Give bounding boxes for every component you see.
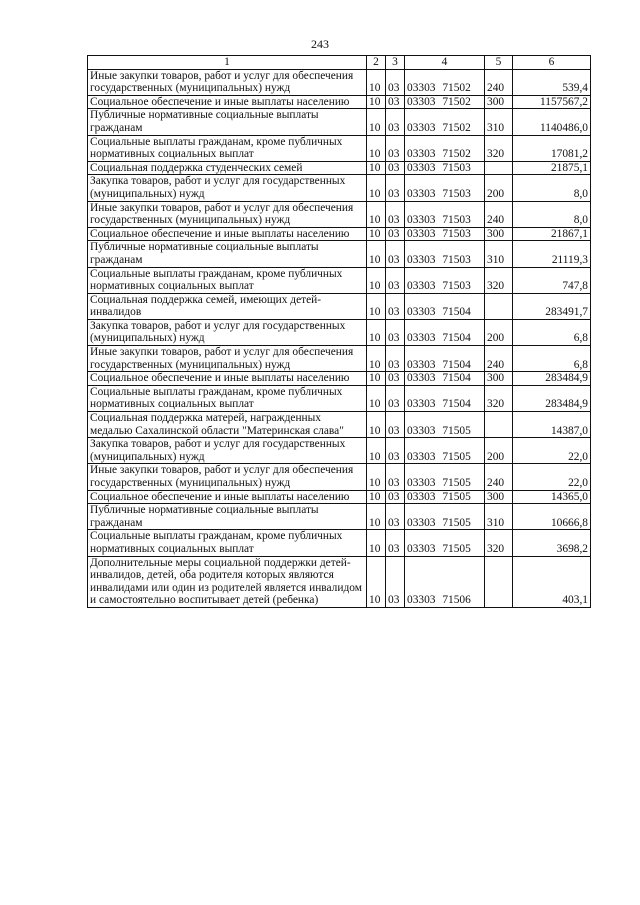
expense-type-code: 320 (485, 267, 513, 293)
expense-type-code: 200 (485, 438, 513, 464)
subsection-code: 03 (386, 464, 405, 490)
target-article-code: 03303 71503 (405, 267, 485, 293)
expense-type-code: 200 (485, 175, 513, 201)
expense-type-code (485, 293, 513, 319)
subsection-code: 03 (386, 135, 405, 161)
subsection-code: 03 (386, 490, 405, 504)
table-row (88, 241, 591, 267)
item-name: Социальное обеспечение и иные выплаты населению (88, 490, 367, 504)
target-article-code: 03303 71504 (405, 346, 485, 372)
section-code: 10 (367, 438, 386, 464)
target-article-code: 03303 71504 (405, 385, 485, 411)
subsection-code: 03 (386, 556, 405, 607)
subsection-code: 03 (386, 161, 405, 175)
target-article-code: 03303 71502 (405, 109, 485, 135)
subsection-code: 03 (386, 372, 405, 386)
item-name: Публичные нормативные социальные выплаты гражданам (88, 504, 367, 530)
item-name: Социальная поддержка семей, имеющих детей-инвалидов (88, 293, 367, 319)
item-name: Социальные выплаты гражданам, кроме публичных нормативных социальных выплат (88, 267, 367, 293)
amount: 283484,9 (513, 385, 591, 411)
subsection-code: 03 (386, 346, 405, 372)
section-code: 10 (367, 530, 386, 556)
section-code: 10 (367, 412, 386, 438)
item-name: Социальное обеспечение и иные выплаты населению (88, 372, 367, 386)
table-row (88, 372, 591, 386)
amount: 1157567,2 (513, 95, 591, 109)
table-row (88, 490, 591, 504)
target-article-code: 03303 71502 (405, 95, 485, 109)
item-name: Иные закупки товаров, работ и услуг для обеспечения государственных (муниципальных) нужд (88, 201, 367, 227)
table-row (88, 504, 591, 530)
section-code: 10 (367, 267, 386, 293)
section-code: 10 (367, 346, 386, 372)
subsection-code: 03 (386, 504, 405, 530)
target-article-code: 03303 71504 (405, 293, 485, 319)
target-article-code: 03303 71504 (405, 319, 485, 345)
section-code: 10 (367, 69, 386, 95)
section-code: 10 (367, 490, 386, 504)
table-row (88, 69, 591, 95)
section-code: 10 (367, 385, 386, 411)
section-code: 10 (367, 241, 386, 267)
subsection-code: 03 (386, 241, 405, 267)
item-name: Дополнительные меры социальной поддержки детей-инвалидов, детей, оба родителя которых являются инвалидами или один из родителей является инвалидом и самостоятельно воспитывает детей (ребенка) (88, 556, 367, 607)
table-row (88, 293, 591, 319)
section-code: 10 (367, 201, 386, 227)
amount: 3698,2 (513, 530, 591, 556)
section-code: 10 (367, 175, 386, 201)
table-row (88, 556, 591, 607)
expense-type-code: 300 (485, 372, 513, 386)
subsection-code: 03 (386, 175, 405, 201)
table-row (88, 95, 591, 109)
table-row (88, 319, 591, 345)
item-name: Закупка товаров, работ и услуг для государственных (муниципальных) нужд (88, 319, 367, 345)
subsection-code: 03 (386, 530, 405, 556)
item-name: Социальные выплаты гражданам, кроме публичных нормативных социальных выплат (88, 135, 367, 161)
amount: 8,0 (513, 201, 591, 227)
section-code: 10 (367, 504, 386, 530)
expense-type-code (485, 412, 513, 438)
item-name: Иные закупки товаров, работ и услуг для обеспечения государственных (муниципальных) нужд (88, 346, 367, 372)
section-code: 10 (367, 372, 386, 386)
amount: 22,0 (513, 464, 591, 490)
column-header-5: 5 (485, 56, 513, 70)
target-article-code: 03303 71502 (405, 135, 485, 161)
item-name: Закупка товаров, работ и услуг для государственных (муниципальных) нужд (88, 175, 367, 201)
expense-type-code (485, 556, 513, 607)
budget-table (87, 55, 591, 608)
amount: 21119,3 (513, 241, 591, 267)
item-name: Социальная поддержка матерей, награжденных медалью Сахалинской области "Материнская слава" (88, 412, 367, 438)
amount: 17081,2 (513, 135, 591, 161)
subsection-code: 03 (386, 109, 405, 135)
table-row (88, 346, 591, 372)
column-header-4: 4 (405, 56, 485, 70)
expense-type-code: 300 (485, 490, 513, 504)
item-name: Закупка товаров, работ и услуг для государственных (муниципальных) нужд (88, 438, 367, 464)
expense-type-code: 240 (485, 69, 513, 95)
amount: 1140486,0 (513, 109, 591, 135)
item-name: Публичные нормативные социальные выплаты гражданам (88, 109, 367, 135)
expense-type-code: 320 (485, 385, 513, 411)
target-article-code: 03303 71503 (405, 241, 485, 267)
item-name: Публичные нормативные социальные выплаты гражданам (88, 241, 367, 267)
table-row (88, 267, 591, 293)
section-code: 10 (367, 319, 386, 345)
amount: 6,8 (513, 319, 591, 345)
target-article-code: 03303 71503 (405, 227, 485, 241)
target-article-code: 03303 71504 (405, 372, 485, 386)
target-article-code: 03303 71505 (405, 438, 485, 464)
table-header-row (88, 56, 591, 70)
amount: 8,0 (513, 175, 591, 201)
expense-type-code: 320 (485, 135, 513, 161)
table-row (88, 227, 591, 241)
subsection-code: 03 (386, 69, 405, 95)
expense-type-code: 240 (485, 346, 513, 372)
amount: 6,8 (513, 346, 591, 372)
amount: 21867,1 (513, 227, 591, 241)
section-code: 10 (367, 556, 386, 607)
subsection-code: 03 (386, 319, 405, 345)
table-row (88, 161, 591, 175)
item-name: Иные закупки товаров, работ и услуг для обеспечения государственных (муниципальных) нужд (88, 464, 367, 490)
subsection-code: 03 (386, 293, 405, 319)
table-row (88, 201, 591, 227)
table-row (88, 412, 591, 438)
expense-type-code: 240 (485, 464, 513, 490)
section-code: 10 (367, 161, 386, 175)
item-name: Социальные выплаты гражданам, кроме публичных нормативных социальных выплат (88, 530, 367, 556)
item-name: Иные закупки товаров, работ и услуг для обеспечения государственных (муниципальных) нужд (88, 69, 367, 95)
amount: 283491,7 (513, 293, 591, 319)
table-row (88, 135, 591, 161)
expense-type-code: 310 (485, 241, 513, 267)
column-header-2: 2 (367, 56, 386, 70)
section-code: 10 (367, 227, 386, 241)
item-name: Социальное обеспечение и иные выплаты населению (88, 95, 367, 109)
section-code: 10 (367, 464, 386, 490)
table-row (88, 385, 591, 411)
subsection-code: 03 (386, 227, 405, 241)
target-article-code: 03303 71503 (405, 201, 485, 227)
amount: 539,4 (513, 69, 591, 95)
table-row (88, 438, 591, 464)
subsection-code: 03 (386, 201, 405, 227)
expense-type-code: 240 (485, 201, 513, 227)
expense-type-code (485, 161, 513, 175)
expense-type-code: 310 (485, 109, 513, 135)
page-number: 243 (311, 37, 329, 51)
column-header-1: 1 (88, 56, 367, 70)
section-code: 10 (367, 95, 386, 109)
section-code: 10 (367, 135, 386, 161)
target-article-code: 03303 71503 (405, 175, 485, 201)
item-name: Социальная поддержка студенческих семей (88, 161, 367, 175)
expense-type-code: 310 (485, 504, 513, 530)
amount: 14387,0 (513, 412, 591, 438)
amount: 747,8 (513, 267, 591, 293)
amount: 21875,1 (513, 161, 591, 175)
table-row (88, 175, 591, 201)
subsection-code: 03 (386, 385, 405, 411)
item-name: Социальное обеспечение и иные выплаты населению (88, 227, 367, 241)
column-header-3: 3 (386, 56, 405, 70)
target-article-code: 03303 71503 (405, 161, 485, 175)
amount: 14365,0 (513, 490, 591, 504)
target-article-code: 03303 71506 (405, 556, 485, 607)
target-article-code: 03303 71505 (405, 504, 485, 530)
expense-type-code: 300 (485, 95, 513, 109)
expense-type-code: 200 (485, 319, 513, 345)
amount: 403,1 (513, 556, 591, 607)
target-article-code: 03303 71505 (405, 412, 485, 438)
column-header-6: 6 (513, 56, 591, 70)
target-article-code: 03303 71505 (405, 490, 485, 504)
target-article-code: 03303 71502 (405, 69, 485, 95)
subsection-code: 03 (386, 95, 405, 109)
table-row (88, 109, 591, 135)
expense-type-code: 300 (485, 227, 513, 241)
amount: 283484,9 (513, 372, 591, 386)
expense-type-code: 320 (485, 530, 513, 556)
amount: 22,0 (513, 438, 591, 464)
amount: 10666,8 (513, 504, 591, 530)
item-name: Социальные выплаты гражданам, кроме публичных нормативных социальных выплат (88, 385, 367, 411)
target-article-code: 03303 71505 (405, 530, 485, 556)
section-code: 10 (367, 109, 386, 135)
subsection-code: 03 (386, 412, 405, 438)
target-article-code: 03303 71505 (405, 464, 485, 490)
section-code: 10 (367, 293, 386, 319)
table-row (88, 530, 591, 556)
subsection-code: 03 (386, 438, 405, 464)
table-row (88, 464, 591, 490)
subsection-code: 03 (386, 267, 405, 293)
